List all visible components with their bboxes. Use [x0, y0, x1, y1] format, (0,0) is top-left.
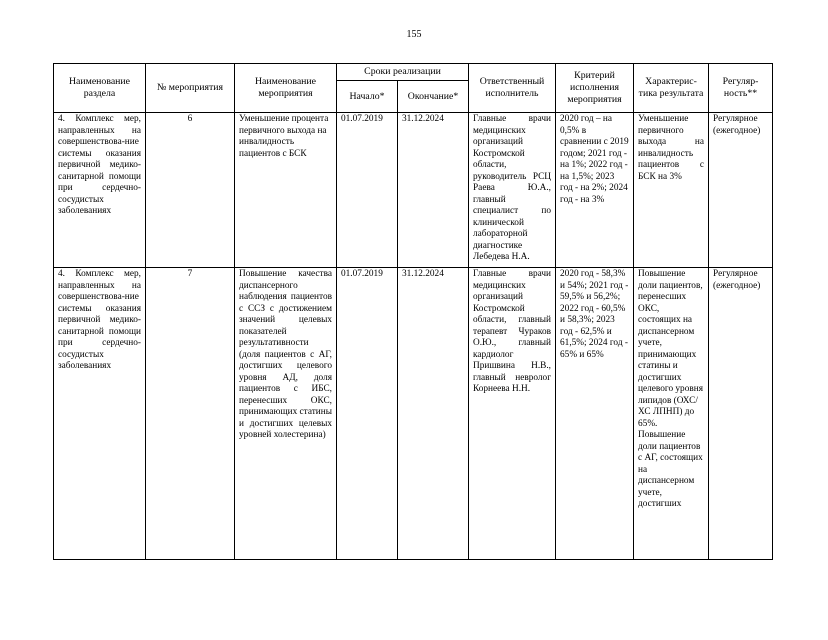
table-row: [54, 268, 773, 560]
row-number: 7: [146, 268, 235, 560]
row-start: 01.07.2019: [337, 268, 398, 560]
row-section: 4. Комплекс мер, направленных на совершенствова-ние системы оказания первичной медико-санитарной помощи при сердечно-сосудистых заболеваниях: [54, 268, 146, 560]
table-row: [54, 113, 773, 268]
header-result: Характерис-тика результата: [634, 64, 709, 113]
row-section: 4. Комплекс мер, направленных на совершенствова-ние системы оказания первичной медико-санитарной помощи при сердечно-сосудистых заболеваниях: [54, 113, 146, 268]
row-regularity: Регулярное (ежегодное): [709, 268, 773, 560]
header-deadlines: Сроки реализации: [337, 64, 469, 81]
row-start: 01.07.2019: [337, 113, 398, 268]
row-end: 31.12.2024: [398, 268, 469, 560]
page-number: 155: [406, 29, 422, 40]
header-regularity: Регуляр-ность**: [709, 64, 773, 113]
row-result: Уменьшение первичного выхода на инвалидность пациентов с БСК на 3%: [634, 113, 709, 268]
header-criterion: Критерий исполнения мероприятия: [556, 64, 634, 113]
row-regularity: Регулярное (ежегодное): [709, 113, 773, 268]
header-section: Наименование раздела: [54, 64, 146, 113]
header-end: Окончание*: [398, 81, 469, 113]
header-responsible: Ответственный исполнитель: [469, 64, 556, 113]
row-result-cell: [634, 268, 709, 560]
row-criterion: 2020 год - 58,3% и 54%; 2021 год - 59,5% и 56,2%; 2022 год - 60,5% и 58,3%; 2023 год - 62,5% и 61,5%; 2024 год - 65% и 65%: [556, 268, 634, 560]
row-responsible: Главные врачи медицинских организаций Костромской области, руководитель РСЦ Раева Ю.А., главный специалист по клинической лабораторной диагностике Лебедева Н.А.: [469, 113, 556, 268]
row-measure: Повышение качества диспансерного наблюдения пациентов с ССЗ с достижением значений целевых показателей результативности (доля пациентов с АГ, достигших целевого уровня АД, доля пациентов с ИБС, перенесших ОКС, принимающих статины и достигших целевых уровней холестерина): [235, 268, 337, 560]
header-number: № мероприятия: [146, 64, 235, 113]
row-result: Повышение доли пациентов, перенесших ОКС, состоящих на диспансерном учете, принимающих статины и достигших целевого уровня липидов (ОХС/ХС ЛПНП) до 65%. Повышение доли пациентов с АГ, состоящих на диспансерном учете, достигших: [638, 269, 703, 509]
header-measure: Наименование мероприятия: [235, 64, 337, 113]
action-plan-table: [53, 63, 773, 560]
row-end: 31.12.2024: [398, 113, 469, 268]
row-measure: Уменьшение процента первичного выхода на инвалидность пациентов с БСК: [235, 113, 337, 268]
row-criterion: 2020 год – на 0,5% в сравнении с 2019 годом; 2021 год - на 1%; 2022 год - на 1,5%; 2023 год - на 2%; 2024 год - на 3%: [556, 113, 634, 268]
row-responsible: Главные врачи медицинских организаций Костромской области, главный терапевт Чураков О.Ю., главный кардиолог Пришвина Н.В., главный невролог Корнеева Н.Н.: [469, 268, 556, 560]
row-number: 6: [146, 113, 235, 268]
header-start: Начало*: [337, 81, 398, 113]
